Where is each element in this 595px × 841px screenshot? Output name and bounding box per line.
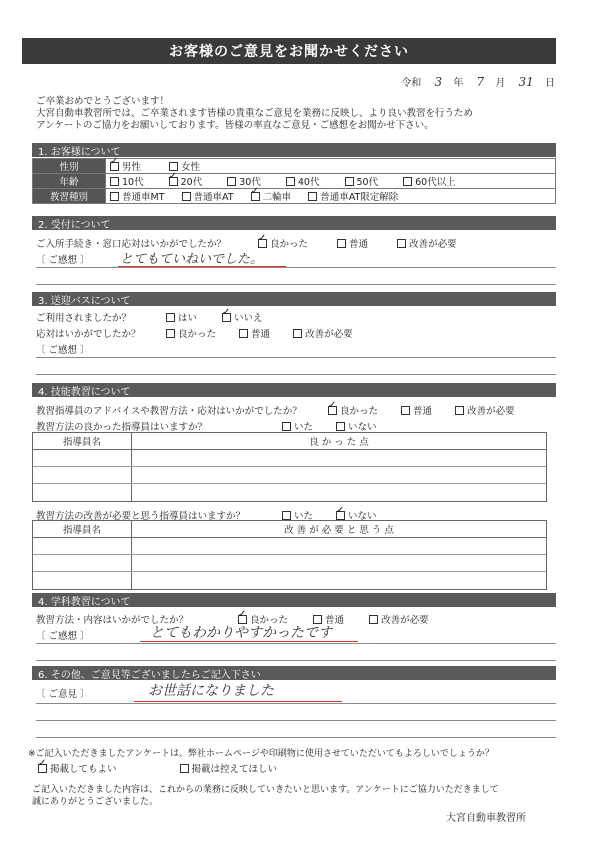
- bus-comment-label: 〔 ご感想 〕: [36, 345, 90, 356]
- section-bus-header: 3. 送迎バスについて: [32, 292, 556, 306]
- publish-ok-checkbox[interactable]: [38, 764, 47, 773]
- age50-label: 50代: [356, 177, 379, 188]
- grid-row-line: [33, 466, 546, 467]
- bus-yes-checkbox[interactable]: [166, 313, 175, 322]
- skill-improve-label: 改善が必要: [467, 406, 515, 417]
- skill-normal-label: 普通: [413, 406, 433, 417]
- skill-good-label: 良かった: [340, 406, 379, 417]
- thanks-note: [32, 784, 572, 808]
- intro-text: [36, 96, 556, 132]
- section-customer-header: 1. お客様について: [32, 143, 556, 157]
- page-title: お客様のご意見をお聞かせください: [22, 38, 556, 64]
- other-comment: お世話になりました: [148, 683, 274, 699]
- course-label: 教習種別: [33, 189, 106, 204]
- intro-line: アンケートのご協力をお願いしております。皆様の率直なご意見・ご感想をお聞かせ下さい。: [36, 120, 434, 131]
- lecture-comment: とてもわかりやすかったです: [150, 625, 332, 641]
- at-label: 普通車AT: [193, 192, 234, 203]
- date-line: [401, 74, 555, 89]
- reception-normal-label: 普通: [349, 239, 369, 250]
- bus-normal-label: 普通: [251, 329, 271, 340]
- era: 令和: [401, 78, 422, 89]
- date-day: 31: [518, 75, 534, 89]
- age-options: [106, 174, 556, 189]
- improve-instructor-grid: [32, 520, 547, 590]
- improve-instructor-no-label: いない: [348, 511, 377, 522]
- comment-line: [36, 720, 556, 721]
- bus-yes-label: はい: [178, 313, 198, 324]
- lecture-good-label: 良かった: [250, 615, 289, 626]
- mt-label: 普通車MT: [122, 192, 165, 203]
- improve-instructor-yes-checkbox[interactable]: [282, 511, 291, 520]
- skill-good-checkbox[interactable]: [328, 406, 337, 415]
- comment-line: [36, 660, 556, 661]
- improve-instructor-no-checkbox[interactable]: [336, 511, 345, 520]
- bus-normal-checkbox[interactable]: [239, 329, 248, 338]
- reception-comment: とてもていねいでした。: [120, 252, 264, 267]
- comment-line: [36, 703, 556, 704]
- good-instructor-options: [282, 419, 377, 433]
- age60-checkbox[interactable]: [403, 177, 412, 186]
- publish-ng-checkbox[interactable]: [180, 764, 189, 773]
- grid-divider: [131, 521, 132, 589]
- section-skill-header: 4. 技能教習について: [32, 383, 556, 397]
- comment-line: [36, 284, 556, 285]
- reception-options: [258, 236, 457, 250]
- bus-no-checkbox[interactable]: [222, 313, 231, 322]
- reception-question: ご入所手続き・窓口応対はいかがでしたか？: [36, 239, 227, 250]
- course-options: [106, 189, 556, 204]
- age60-label: 60代以上: [415, 177, 456, 188]
- lecture-normal-label: 普通: [325, 615, 345, 626]
- age20-checkbox[interactable]: [169, 177, 178, 186]
- good-points-header: 良 か っ た 点: [132, 433, 546, 450]
- bus-question-service: 応対はいかがでしたか？: [36, 329, 141, 340]
- thanks-line: ご記入いただきました内容は、これからの業務に反映していきたいと思います。アンケートにご協力いただきまして: [32, 785, 499, 795]
- age30-checkbox[interactable]: [227, 177, 236, 186]
- comment-line: [36, 357, 556, 358]
- reception-normal-checkbox[interactable]: [337, 239, 346, 248]
- good-instructor-no-label: いない: [348, 422, 377, 433]
- comment-line: [36, 643, 556, 644]
- section-other-header: 6. その他、ご意見等ございましたらご記入下さい: [32, 666, 556, 680]
- age40-checkbox[interactable]: [286, 177, 295, 186]
- age10-checkbox[interactable]: [110, 177, 119, 186]
- grid-divider: [131, 433, 132, 501]
- comment-line: [36, 267, 556, 268]
- skill-question-advice: 教習指導員のアドバイスや教習方法・応対はいかがでしたか？: [36, 406, 302, 417]
- date-month: 7: [476, 75, 485, 89]
- bus-no-label: いいえ: [234, 313, 263, 324]
- good-instructor-no-checkbox[interactable]: [336, 422, 345, 431]
- age-label: 年齢: [33, 174, 106, 189]
- instructor-name-header: 指導員名: [33, 521, 132, 538]
- bus-good-label: 良かった: [178, 329, 217, 340]
- male-label: 男性: [122, 162, 142, 173]
- consent-question: ※ご記入いただきましたアンケートは、弊社ホームページや印刷物に使用させていただいてもよろしいでしょうか？: [28, 749, 494, 759]
- bus-improve-checkbox[interactable]: [293, 329, 302, 338]
- intro-line: 大宮自動車教習所では、ご卒業されます皆様の貴重なご意見を業務に反映し、より良い教習を行うため: [36, 108, 474, 119]
- reception-comment-label: 〔 ご感想 〕: [36, 255, 90, 266]
- reception-improve-checkbox[interactable]: [397, 239, 406, 248]
- month-unit: 月: [495, 78, 506, 89]
- skill-advice-options: [328, 403, 515, 417]
- bus-improve-label: 改善が必要: [305, 329, 353, 340]
- improve-points-header: 改 善 が 必 要 と 思 う 点: [132, 521, 546, 538]
- age10-label: 10代: [122, 177, 144, 188]
- good-instructor-yes-checkbox[interactable]: [282, 422, 291, 431]
- improve-instructor-yes-label: いた: [294, 511, 314, 522]
- female-checkbox[interactable]: [169, 162, 178, 171]
- skill-question-good-instructor: 教習方法の良かった指導員はいますか？: [36, 422, 208, 433]
- skill-normal-checkbox[interactable]: [401, 406, 410, 415]
- intro-line: ご卒業おめでとうございます！: [36, 96, 170, 107]
- other-comment-label: 〔 ご意見 〕: [36, 689, 90, 700]
- comment-line: [36, 374, 556, 375]
- section-lecture-header: 4. 学科教習について: [32, 593, 556, 607]
- day-unit: 日: [545, 78, 555, 89]
- section-reception-header: 2. 受付について: [32, 216, 556, 230]
- at-checkbox[interactable]: [182, 192, 191, 201]
- date-year: 3: [434, 75, 443, 89]
- publish-ng-label: 掲載は控えてほしい: [191, 764, 278, 775]
- reception-good-label: 良かった: [270, 239, 309, 250]
- red-underline: [134, 701, 342, 702]
- grid-row-line: [33, 554, 546, 555]
- red-underline: [140, 641, 358, 642]
- male-checkbox[interactable]: [110, 162, 119, 171]
- year-unit: 年: [453, 78, 464, 89]
- lecture-improve-label: 改善が必要: [381, 615, 429, 626]
- good-instructor-yes-label: いた: [294, 422, 314, 433]
- reception-good-checkbox[interactable]: [258, 239, 267, 248]
- age40-label: 40代: [297, 177, 320, 188]
- comment-line: [36, 737, 556, 738]
- lecture-improve-checkbox[interactable]: [369, 615, 378, 624]
- age20-label: 20代: [180, 177, 203, 188]
- gender-label: 性別: [33, 159, 106, 174]
- customer-table: [32, 158, 556, 204]
- reception-improve-label: 改善が必要: [409, 239, 457, 250]
- consent-options: [38, 761, 277, 775]
- skill-improve-checkbox[interactable]: [455, 406, 464, 415]
- lecture-question: 教習方法・内容はいかがでしたか？: [36, 615, 189, 626]
- bike-checkbox[interactable]: [251, 192, 260, 201]
- female-label: 女性: [181, 162, 201, 173]
- bus-question-use: ご利用されましたか？: [36, 313, 132, 324]
- bus-service-options: [166, 326, 353, 340]
- atlimit-label: 普通車AT限定解除: [320, 192, 399, 203]
- mt-checkbox[interactable]: [110, 192, 119, 201]
- good-instructor-grid: [32, 432, 547, 502]
- age50-checkbox[interactable]: [345, 177, 354, 186]
- grid-row-line: [33, 571, 546, 572]
- atlimit-checkbox[interactable]: [308, 192, 317, 201]
- age30-label: 30代: [239, 177, 261, 188]
- lecture-comment-label: 〔 ご感想 〕: [36, 631, 90, 642]
- bus-use-options: [166, 310, 263, 324]
- thanks-line: 誠にありがとうございました。: [32, 797, 159, 807]
- instructor-name-header: 指導員名: [33, 433, 132, 450]
- bus-good-checkbox[interactable]: [166, 329, 175, 338]
- organization-name: 大宮自動車教習所: [446, 813, 526, 824]
- publish-ok-label: 掲載してもよい: [50, 764, 117, 775]
- skill-question-improve-instructor: 教習方法の改善が必要と思う指導員はいますか？: [36, 511, 246, 522]
- bike-label: 二輪車: [262, 192, 292, 203]
- grid-row-line: [33, 483, 546, 484]
